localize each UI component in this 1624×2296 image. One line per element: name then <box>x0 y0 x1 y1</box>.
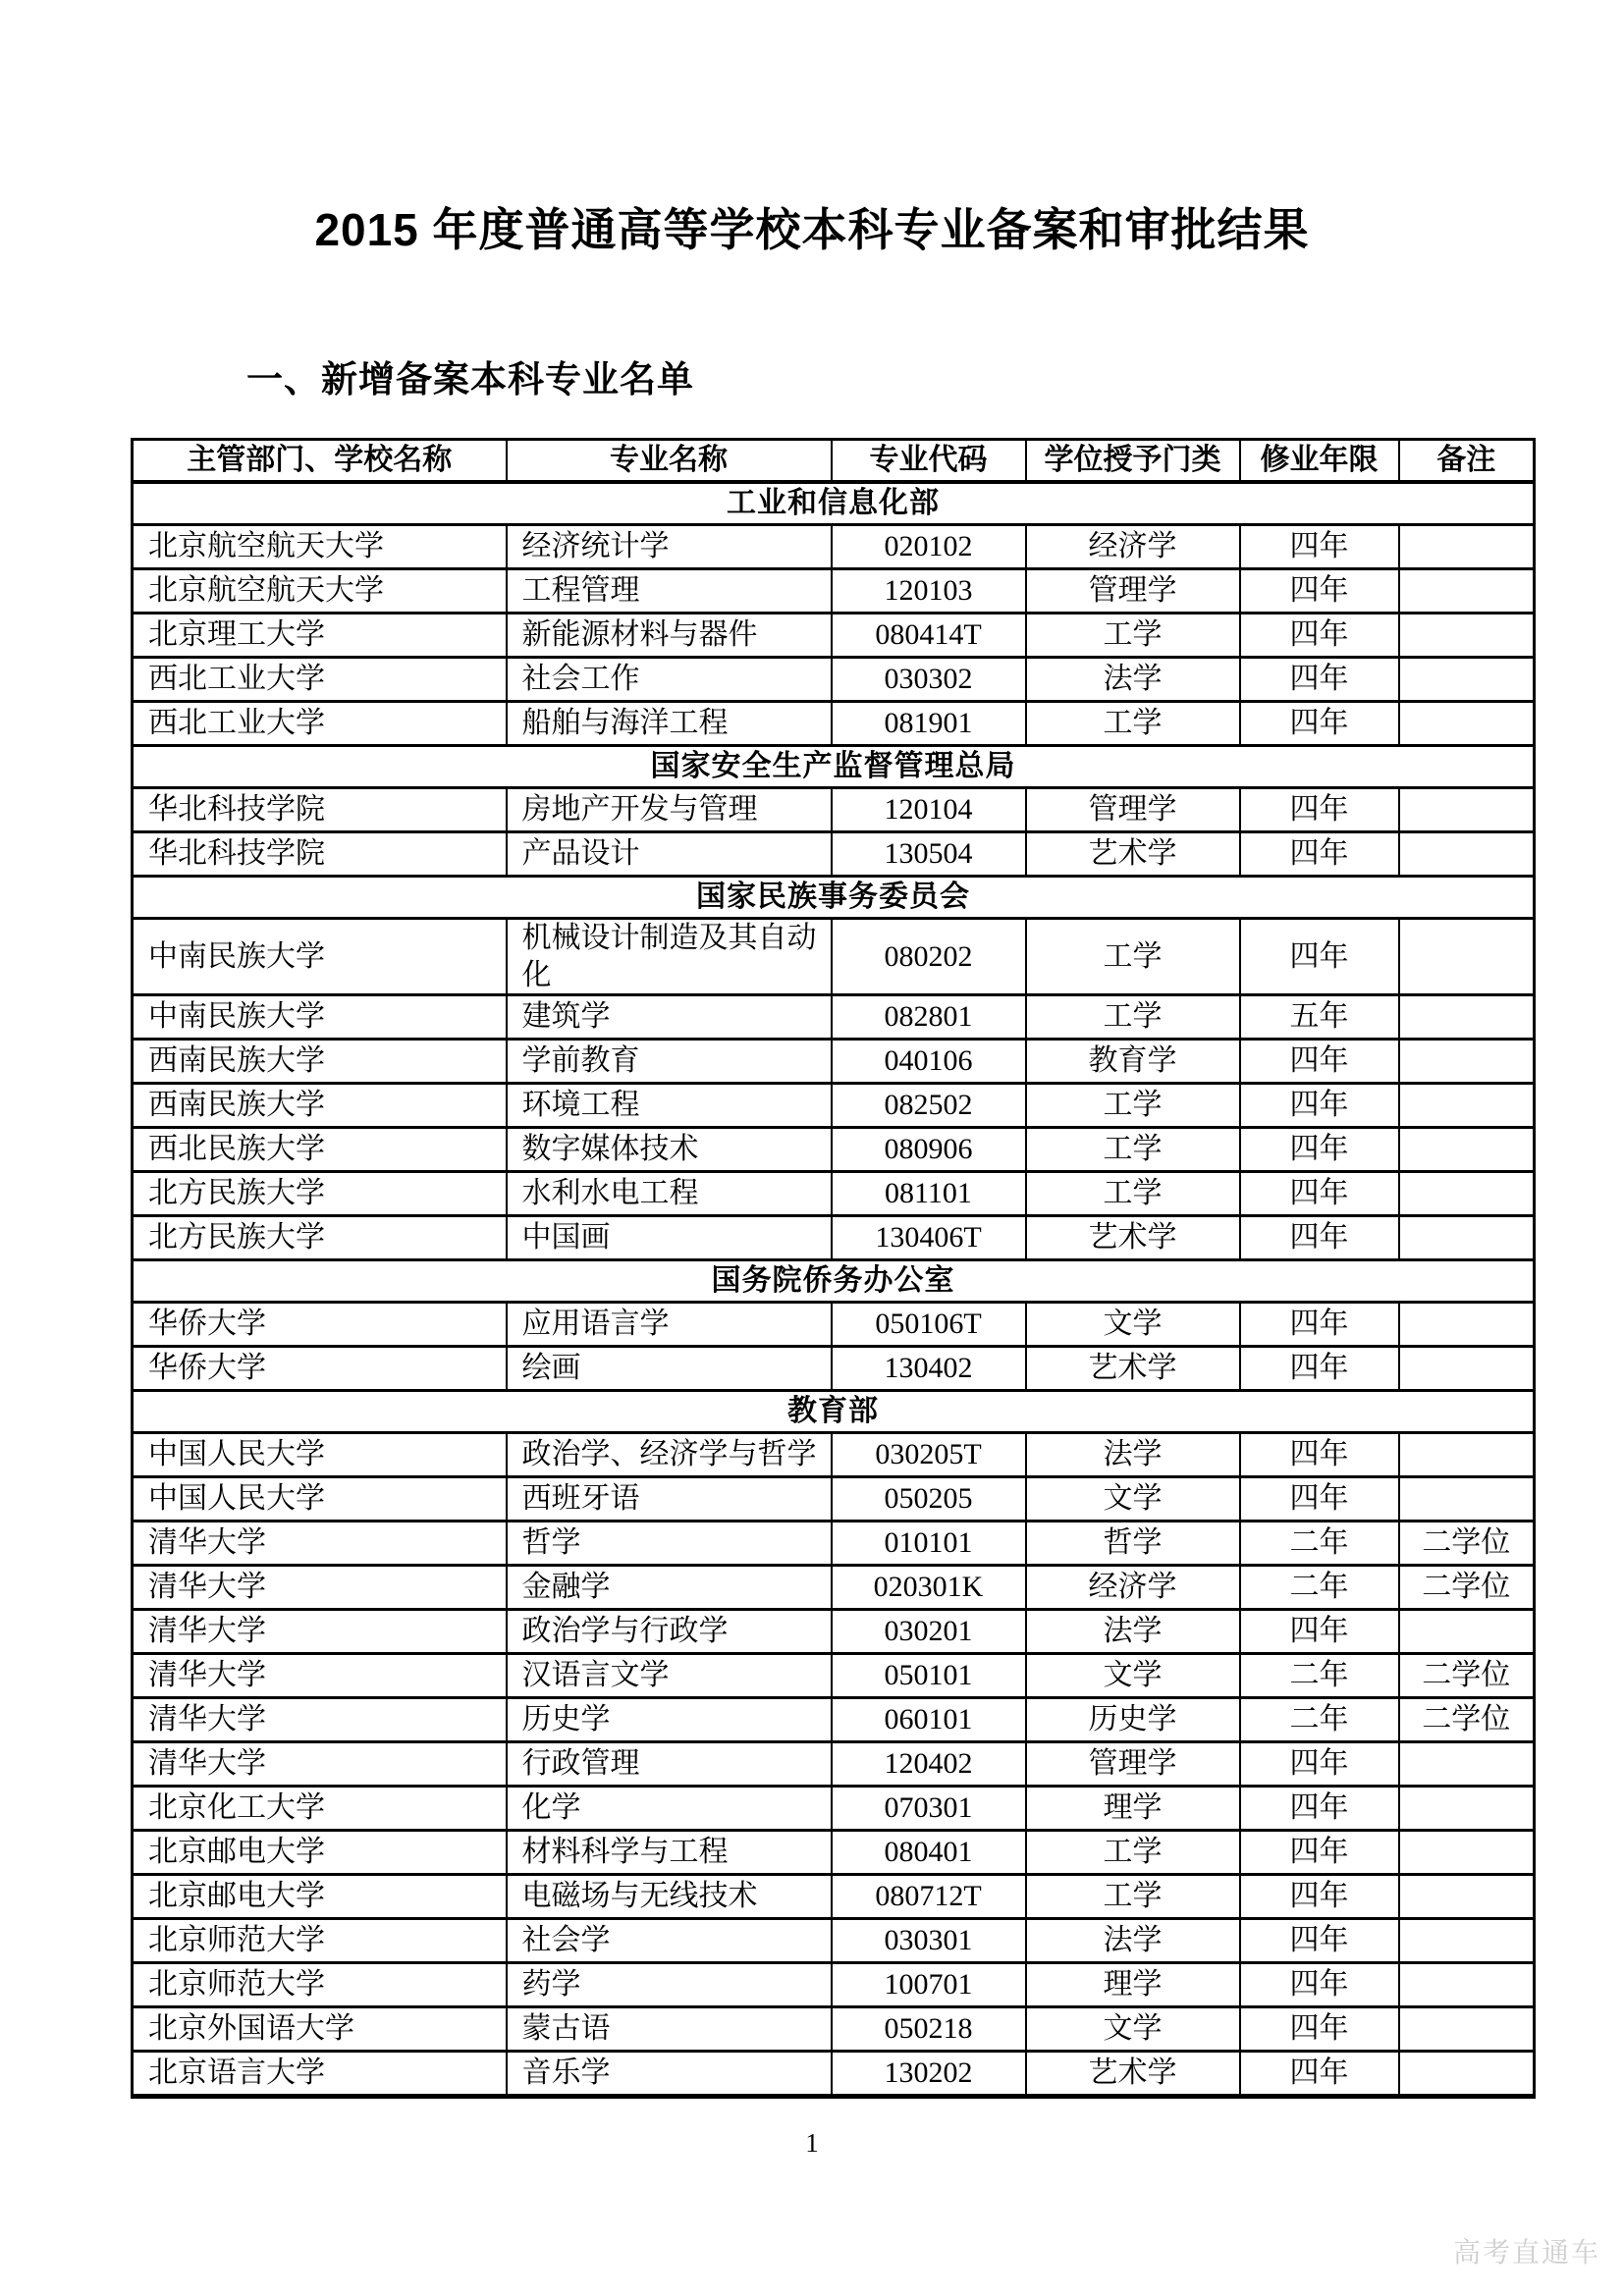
cell-major-code: 010101 <box>832 1522 1026 1566</box>
cell-degree-category: 经济学 <box>1026 525 1240 569</box>
cell-major-name: 产品设计 <box>507 832 832 877</box>
cell-duration: 四年 <box>1240 832 1399 877</box>
cell-school: 华北科技学院 <box>133 788 507 832</box>
table-row <box>133 658 1535 702</box>
cell-school: 西北民族大学 <box>133 1128 507 1172</box>
cell-major-code: 030302 <box>832 658 1026 702</box>
cell-major-name: 学前教育 <box>507 1040 832 1084</box>
cell-degree-category: 工学 <box>1026 1831 1240 1875</box>
cell-duration: 四年 <box>1240 1610 1399 1654</box>
department-name: 教育部 <box>133 1391 1535 1433</box>
cell-major-name: 政治学与行政学 <box>507 1610 832 1654</box>
cell-major-name: 船舶与海洋工程 <box>507 702 832 746</box>
cell-school: 西南民族大学 <box>133 1040 507 1084</box>
col-header-major-name: 专业名称 <box>507 440 832 483</box>
cell-degree-category: 工学 <box>1026 614 1240 658</box>
cell-school: 北方民族大学 <box>133 1172 507 1216</box>
cell-duration: 四年 <box>1240 614 1399 658</box>
cell-remark <box>1399 569 1535 614</box>
cell-duration: 四年 <box>1240 788 1399 832</box>
cell-degree-category: 文学 <box>1026 2007 1240 2052</box>
cell-duration: 四年 <box>1240 702 1399 746</box>
cell-major-name: 音乐学 <box>507 2052 832 2097</box>
cell-duration: 二年 <box>1240 1566 1399 1610</box>
table-row <box>133 1303 1535 1347</box>
table-row <box>133 1875 1535 1919</box>
cell-degree-category: 理学 <box>1026 1963 1240 2007</box>
section-heading: 一、新增备案本科专业名单 <box>246 359 694 400</box>
cell-remark: 二学位 <box>1399 1698 1535 1742</box>
cell-remark <box>1399 1040 1535 1084</box>
cell-school: 清华大学 <box>133 1654 507 1698</box>
cell-degree-category: 法学 <box>1026 1919 1240 1963</box>
table-row <box>133 919 1535 995</box>
col-header-department-school: 主管部门、学校名称 <box>133 440 507 483</box>
table-row <box>133 614 1535 658</box>
cell-major-name: 新能源材料与器件 <box>507 614 832 658</box>
cell-major-code: 050101 <box>832 1654 1026 1698</box>
cell-major-code: 070301 <box>832 1787 1026 1831</box>
cell-remark <box>1399 919 1535 995</box>
cell-degree-category: 艺术学 <box>1026 1347 1240 1391</box>
cell-major-name: 社会工作 <box>507 658 832 702</box>
col-header-major-code: 专业代码 <box>832 440 1026 483</box>
cell-major-name: 数字媒体技术 <box>507 1128 832 1172</box>
department-section-row <box>133 482 1535 525</box>
cell-duration: 四年 <box>1240 2052 1399 2097</box>
cell-major-code: 020102 <box>832 525 1026 569</box>
table-row <box>133 1963 1535 2007</box>
cell-degree-category: 法学 <box>1026 1610 1240 1654</box>
department-section-row <box>133 1391 1535 1433</box>
cell-school: 华北科技学院 <box>133 832 507 877</box>
cell-remark <box>1399 658 1535 702</box>
cell-degree-category: 历史学 <box>1026 1698 1240 1742</box>
cell-duration: 四年 <box>1240 1433 1399 1477</box>
cell-major-name: 药学 <box>507 1963 832 2007</box>
cell-degree-category: 工学 <box>1026 1875 1240 1919</box>
cell-degree-category: 哲学 <box>1026 1522 1240 1566</box>
cell-degree-category: 工学 <box>1026 702 1240 746</box>
table-row <box>133 1566 1535 1610</box>
cell-duration: 四年 <box>1240 1347 1399 1391</box>
cell-major-name: 应用语言学 <box>507 1303 832 1347</box>
cell-degree-category: 管理学 <box>1026 1742 1240 1787</box>
cell-remark <box>1399 1831 1535 1875</box>
cell-major-name: 西班牙语 <box>507 1477 832 1522</box>
cell-major-name: 经济统计学 <box>507 525 832 569</box>
cell-school: 中南民族大学 <box>133 919 507 995</box>
department-name: 国家民族事务委员会 <box>133 877 1535 919</box>
cell-major-code: 081901 <box>832 702 1026 746</box>
table-row <box>133 1742 1535 1787</box>
cell-remark <box>1399 1742 1535 1787</box>
cell-major-code: 081101 <box>832 1172 1026 1216</box>
table-row <box>133 2007 1535 2052</box>
department-section-row <box>133 1260 1535 1303</box>
cell-school: 中国人民大学 <box>133 1433 507 1477</box>
cell-school: 北京航空航天大学 <box>133 569 507 614</box>
cell-remark <box>1399 1216 1535 1260</box>
cell-school: 中国人民大学 <box>133 1477 507 1522</box>
cell-remark <box>1399 1347 1535 1391</box>
cell-degree-category: 法学 <box>1026 658 1240 702</box>
cell-school: 北京师范大学 <box>133 1963 507 2007</box>
cell-major-code: 100701 <box>832 1963 1026 2007</box>
cell-duration: 四年 <box>1240 1128 1399 1172</box>
table-row <box>133 2052 1535 2097</box>
cell-major-name: 行政管理 <box>507 1742 832 1787</box>
cell-duration: 四年 <box>1240 1831 1399 1875</box>
cell-remark <box>1399 525 1535 569</box>
table-row <box>133 1610 1535 1654</box>
cell-remark <box>1399 1477 1535 1522</box>
department-name: 工业和信息化部 <box>133 482 1535 525</box>
cell-major-code: 080414T <box>832 614 1026 658</box>
cell-duration: 四年 <box>1240 1742 1399 1787</box>
cell-school: 西北工业大学 <box>133 658 507 702</box>
cell-degree-category: 管理学 <box>1026 788 1240 832</box>
cell-major-name: 社会学 <box>507 1919 832 1963</box>
cell-remark <box>1399 995 1535 1040</box>
cell-school: 华侨大学 <box>133 1347 507 1391</box>
cell-major-code: 130402 <box>832 1347 1026 1391</box>
cell-major-code: 040106 <box>832 1040 1026 1084</box>
cell-school: 北京航空航天大学 <box>133 525 507 569</box>
cell-major-name: 环境工程 <box>507 1084 832 1128</box>
table-row <box>133 1433 1535 1477</box>
cell-degree-category: 艺术学 <box>1026 2052 1240 2097</box>
cell-degree-category: 经济学 <box>1026 1566 1240 1610</box>
department-section-row <box>133 746 1535 788</box>
cell-major-name: 工程管理 <box>507 569 832 614</box>
cell-remark: 二学位 <box>1399 1654 1535 1698</box>
cell-degree-category: 法学 <box>1026 1433 1240 1477</box>
cell-duration: 四年 <box>1240 1216 1399 1260</box>
table-header-row <box>133 440 1535 483</box>
table-row <box>133 525 1535 569</box>
cell-remark: 二学位 <box>1399 1522 1535 1566</box>
cell-remark <box>1399 614 1535 658</box>
col-header-degree-category: 学位授予门类 <box>1026 440 1240 483</box>
cell-degree-category: 工学 <box>1026 1128 1240 1172</box>
cell-remark <box>1399 1919 1535 1963</box>
cell-duration: 二年 <box>1240 1522 1399 1566</box>
cell-remark: 二学位 <box>1399 1566 1535 1610</box>
cell-degree-category: 工学 <box>1026 919 1240 995</box>
cell-school: 清华大学 <box>133 1610 507 1654</box>
cell-remark <box>1399 788 1535 832</box>
table-row <box>133 1919 1535 1963</box>
cell-school: 北京理工大学 <box>133 614 507 658</box>
cell-major-code: 050106T <box>832 1303 1026 1347</box>
cell-major-code: 080906 <box>832 1128 1026 1172</box>
col-header-duration: 修业年限 <box>1240 440 1399 483</box>
table-row <box>133 1654 1535 1698</box>
cell-school: 清华大学 <box>133 1698 507 1742</box>
table-row <box>133 702 1535 746</box>
cell-duration: 四年 <box>1240 1919 1399 1963</box>
table-row <box>133 832 1535 877</box>
col-header-remark: 备注 <box>1399 440 1535 483</box>
cell-duration: 四年 <box>1240 2007 1399 2052</box>
cell-duration: 二年 <box>1240 1654 1399 1698</box>
cell-school: 西北工业大学 <box>133 702 507 746</box>
cell-duration: 四年 <box>1240 1477 1399 1522</box>
cell-major-code: 130504 <box>832 832 1026 877</box>
department-section-row <box>133 877 1535 919</box>
cell-major-name: 电磁场与无线技术 <box>507 1875 832 1919</box>
cell-degree-category: 文学 <box>1026 1654 1240 1698</box>
cell-major-code: 030301 <box>832 1919 1026 1963</box>
cell-degree-category: 艺术学 <box>1026 1216 1240 1260</box>
table-row <box>133 1522 1535 1566</box>
cell-remark <box>1399 2052 1535 2097</box>
cell-remark <box>1399 1172 1535 1216</box>
cell-major-code: 030205T <box>832 1433 1026 1477</box>
table-row <box>133 1787 1535 1831</box>
page-number: 1 <box>805 2128 819 2158</box>
watermark: 高考直通车 <box>1452 2237 1600 2268</box>
cell-major-name: 蒙古语 <box>507 2007 832 2052</box>
cell-major-code: 080202 <box>832 919 1026 995</box>
cell-duration: 四年 <box>1240 1787 1399 1831</box>
cell-duration: 四年 <box>1240 1303 1399 1347</box>
table-row <box>133 1128 1535 1172</box>
cell-major-name: 绘画 <box>507 1347 832 1391</box>
cell-major-name: 政治学、经济学与哲学 <box>507 1433 832 1477</box>
cell-remark <box>1399 1610 1535 1654</box>
cell-major-name: 化学 <box>507 1787 832 1831</box>
table-row <box>133 1040 1535 1084</box>
cell-duration: 四年 <box>1240 525 1399 569</box>
cell-remark <box>1399 1963 1535 2007</box>
cell-duration: 四年 <box>1240 1040 1399 1084</box>
cell-major-name: 汉语言文学 <box>507 1654 832 1698</box>
cell-major-code: 050205 <box>832 1477 1026 1522</box>
programs-table <box>131 438 1536 2099</box>
department-name: 国务院侨务办公室 <box>133 1260 1535 1303</box>
cell-duration: 四年 <box>1240 1084 1399 1128</box>
cell-major-code: 120103 <box>832 569 1026 614</box>
cell-remark <box>1399 1433 1535 1477</box>
cell-major-name: 中国画 <box>507 1216 832 1260</box>
cell-remark <box>1399 1303 1535 1347</box>
cell-school: 清华大学 <box>133 1742 507 1787</box>
cell-major-name: 材料科学与工程 <box>507 1831 832 1875</box>
table-row <box>133 1698 1535 1742</box>
cell-school: 北京师范大学 <box>133 1919 507 1963</box>
cell-remark <box>1399 2007 1535 2052</box>
cell-duration: 二年 <box>1240 1698 1399 1742</box>
cell-duration: 四年 <box>1240 1172 1399 1216</box>
cell-degree-category: 艺术学 <box>1026 832 1240 877</box>
cell-remark <box>1399 702 1535 746</box>
cell-major-code: 130406T <box>832 1216 1026 1260</box>
cell-duration: 四年 <box>1240 1963 1399 2007</box>
cell-major-name: 建筑学 <box>507 995 832 1040</box>
cell-school: 中南民族大学 <box>133 995 507 1040</box>
cell-degree-category: 管理学 <box>1026 569 1240 614</box>
cell-major-name: 金融学 <box>507 1566 832 1610</box>
cell-major-code: 020301K <box>832 1566 1026 1610</box>
cell-school: 北方民族大学 <box>133 1216 507 1260</box>
cell-school: 北京外国语大学 <box>133 2007 507 2052</box>
cell-degree-category: 文学 <box>1026 1303 1240 1347</box>
cell-remark <box>1399 832 1535 877</box>
table-row <box>133 1172 1535 1216</box>
cell-major-code: 080712T <box>832 1875 1026 1919</box>
cell-major-code: 082502 <box>832 1084 1026 1128</box>
department-name: 国家安全生产监督管理总局 <box>133 746 1535 788</box>
cell-degree-category: 文学 <box>1026 1477 1240 1522</box>
cell-degree-category: 工学 <box>1026 995 1240 1040</box>
table-row <box>133 569 1535 614</box>
cell-major-name: 机械设计制造及其自动化 <box>507 919 832 995</box>
table-row <box>133 1347 1535 1391</box>
page-title: 2015 年度普通高等学校本科专业备案和审批结果 <box>314 204 1310 255</box>
cell-duration: 四年 <box>1240 569 1399 614</box>
cell-school: 西南民族大学 <box>133 1084 507 1128</box>
cell-remark <box>1399 1787 1535 1831</box>
table-row <box>133 1477 1535 1522</box>
cell-duration: 四年 <box>1240 1875 1399 1919</box>
cell-remark <box>1399 1128 1535 1172</box>
cell-major-code: 080401 <box>832 1831 1026 1875</box>
cell-school: 清华大学 <box>133 1566 507 1610</box>
cell-major-code: 060101 <box>832 1698 1026 1742</box>
table-row <box>133 1216 1535 1260</box>
cell-major-code: 130202 <box>832 2052 1026 2097</box>
cell-major-code: 050218 <box>832 2007 1026 2052</box>
cell-degree-category: 工学 <box>1026 1084 1240 1128</box>
cell-school: 清华大学 <box>133 1522 507 1566</box>
cell-major-code: 082801 <box>832 995 1026 1040</box>
cell-major-name: 历史学 <box>507 1698 832 1742</box>
cell-degree-category: 理学 <box>1026 1787 1240 1831</box>
cell-school: 北京语言大学 <box>133 2052 507 2097</box>
cell-degree-category: 工学 <box>1026 1172 1240 1216</box>
cell-school: 北京邮电大学 <box>133 1875 507 1919</box>
cell-remark <box>1399 1875 1535 1919</box>
cell-major-name: 房地产开发与管理 <box>507 788 832 832</box>
cell-major-name: 哲学 <box>507 1522 832 1566</box>
cell-duration: 四年 <box>1240 919 1399 995</box>
table-row <box>133 1084 1535 1128</box>
cell-remark <box>1399 1084 1535 1128</box>
table-row <box>133 788 1535 832</box>
cell-major-code: 030201 <box>832 1610 1026 1654</box>
table-row <box>133 1831 1535 1875</box>
cell-major-code: 120402 <box>832 1742 1026 1787</box>
cell-major-code: 120104 <box>832 788 1026 832</box>
cell-major-name: 水利水电工程 <box>507 1172 832 1216</box>
cell-school: 北京化工大学 <box>133 1787 507 1831</box>
cell-school: 北京邮电大学 <box>133 1831 507 1875</box>
cell-school: 华侨大学 <box>133 1303 507 1347</box>
cell-degree-category: 教育学 <box>1026 1040 1240 1084</box>
cell-duration: 四年 <box>1240 658 1399 702</box>
cell-duration: 五年 <box>1240 995 1399 1040</box>
table-row <box>133 995 1535 1040</box>
